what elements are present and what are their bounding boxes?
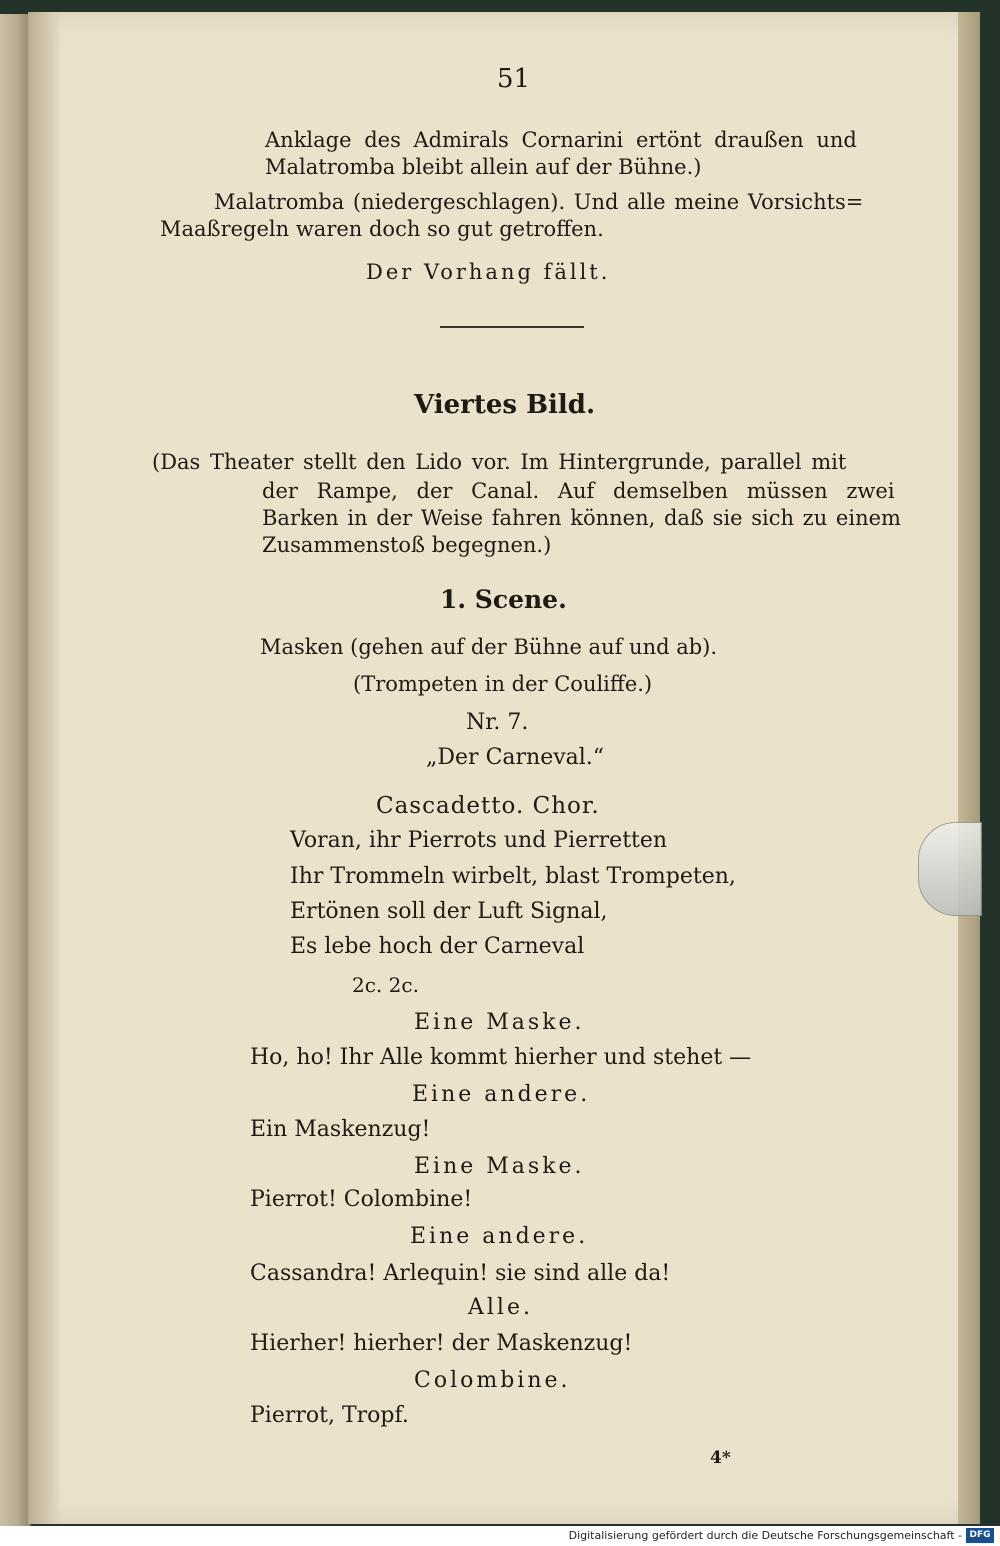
text-line: Masken (gehen auf der Bühne auf und ab). bbox=[260, 635, 718, 659]
speaker-label: Eine andere. bbox=[412, 1082, 591, 1107]
text-line: Malatromba (niedergeschlagen). Und alle meine Vorsichts= bbox=[214, 190, 864, 214]
funding-credit: Digitalisierung gefördert durch die Deutsche Forschungsgemeinschaft - bbox=[568, 1529, 962, 1542]
page-clip bbox=[918, 822, 982, 916]
previous-page-edge bbox=[0, 14, 31, 1526]
section-divider bbox=[440, 326, 584, 328]
scene-heading: 1. Scene. bbox=[440, 585, 567, 614]
verse-line: Ein Maskenzug! bbox=[250, 1117, 431, 1142]
verse-line: Pierrot! Colombine! bbox=[250, 1187, 473, 1212]
text-line: (Trompeten in der Couliffe.) bbox=[353, 672, 653, 696]
verse-line: 2c. 2c. bbox=[352, 973, 419, 997]
text-line: (Das Theater stellt den Lido vor. Im Hintergrunde, parallel mit bbox=[152, 450, 847, 474]
verse-line: Pierrot, Tropf. bbox=[250, 1403, 409, 1428]
text-line: Barken in der Weise fahren können, daß sie sich zu einem bbox=[262, 506, 901, 530]
text-line: Malatromba bleibt allein auf der Bühne.) bbox=[265, 155, 702, 179]
speaker-label: Colombine. bbox=[414, 1368, 571, 1393]
verse-line: Ertönen soll der Luft Signal, bbox=[290, 899, 608, 924]
text-line: Anklage des Admirals Cornarini ertönt draußen und bbox=[265, 128, 857, 152]
number-label: Nr. 7. bbox=[466, 710, 529, 735]
page-number: 51 bbox=[497, 64, 531, 94]
text-line: Zusammenstoß begegnen.) bbox=[262, 533, 552, 557]
verse-line: Voran, ihr Pierrots und Pierretten bbox=[290, 828, 668, 853]
verse-line: Hierher! hierher! der Maskenzug! bbox=[250, 1331, 633, 1356]
speaker-label: Alle. bbox=[468, 1295, 533, 1320]
verse-line: Es lebe hoch der Carneval bbox=[290, 934, 585, 959]
verse-line: Ihr Trommeln wirbelt, blast Trompeten, bbox=[290, 864, 736, 889]
page-gutter-shadow bbox=[28, 12, 62, 1524]
speaker-label: Eine Maske. bbox=[414, 1010, 585, 1035]
dfg-logo: DFG bbox=[966, 1528, 994, 1543]
verse-line: Ho, ho! Ihr Alle kommt hierher und stehet — bbox=[250, 1045, 752, 1070]
song-title: „Der Carneval.“ bbox=[426, 745, 605, 770]
section-heading: Viertes Bild. bbox=[414, 390, 596, 420]
speaker-label: Eine andere. bbox=[410, 1224, 589, 1249]
signature-mark: 4* bbox=[710, 1448, 731, 1468]
digitization-footer bbox=[0, 1526, 1000, 1546]
speaker-label: Cascadetto. Chor. bbox=[376, 793, 600, 819]
speaker-label: Eine Maske. bbox=[414, 1154, 585, 1179]
text-line: der Rampe, der Canal. Auf demselben müssen zwei bbox=[262, 479, 895, 503]
verse-line: Cassandra! Arlequin! sie sind alle da! bbox=[250, 1261, 671, 1286]
text-line: Maaßregeln waren doch so gut getroffen. bbox=[160, 217, 604, 241]
stage-direction: Der Vorhang fällt. bbox=[366, 260, 611, 284]
page-stack-edge bbox=[958, 12, 980, 1524]
